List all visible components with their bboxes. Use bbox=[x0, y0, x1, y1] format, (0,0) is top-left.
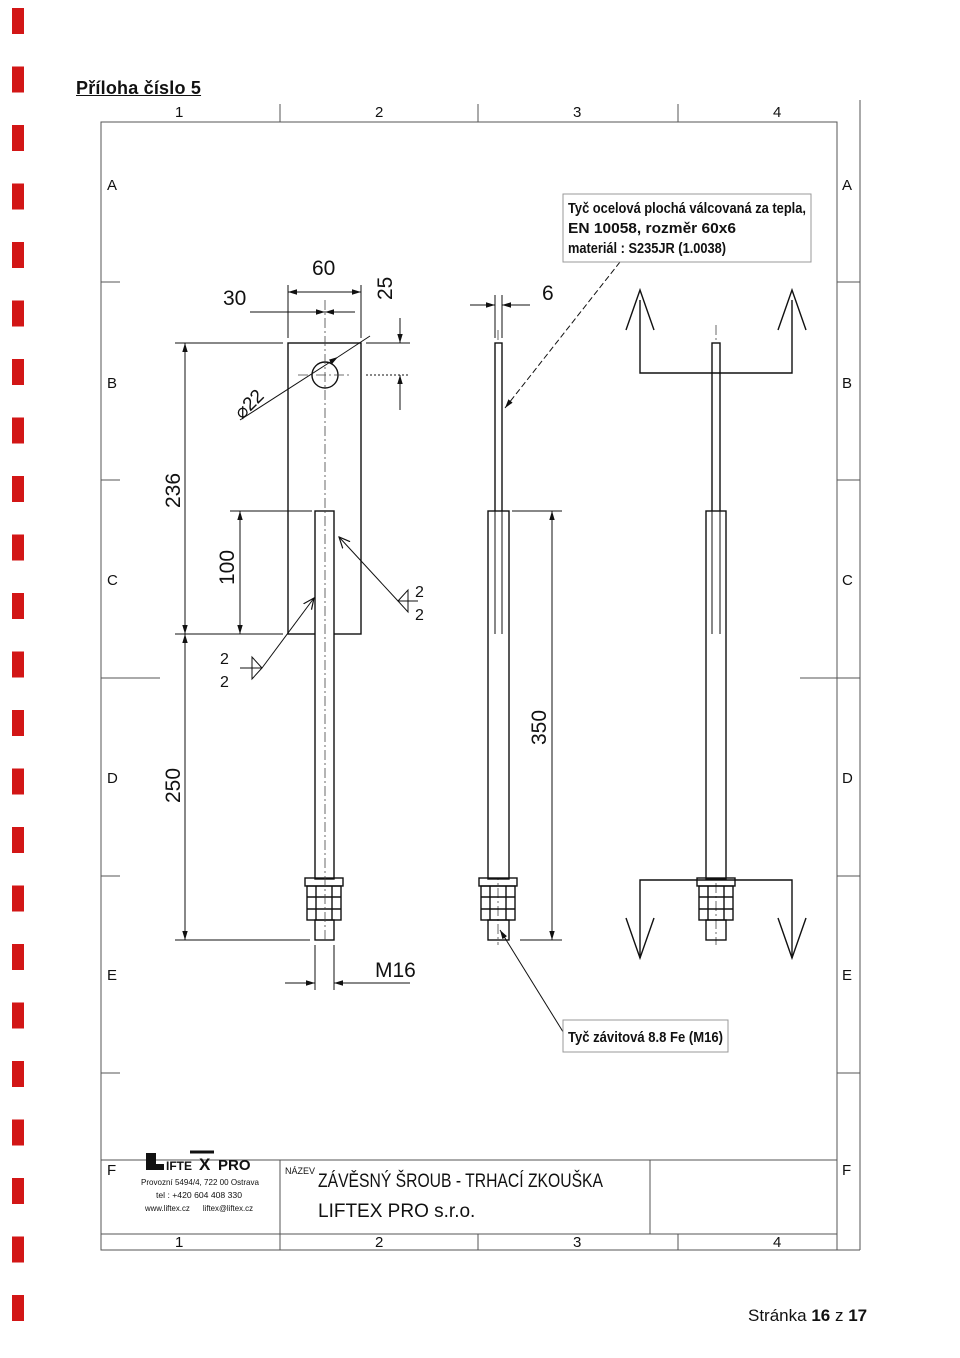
page-heading: Příloha číslo 5 bbox=[76, 78, 202, 98]
company-info bbox=[141, 1177, 259, 1213]
footer-prefix: Stránka bbox=[748, 1306, 807, 1325]
col-label-top: 2 bbox=[375, 104, 384, 121]
row-label-left: F bbox=[107, 1162, 117, 1179]
load-test-view bbox=[626, 290, 806, 958]
row-label-right: B bbox=[842, 375, 853, 392]
flat-bar-callout bbox=[563, 194, 811, 262]
dim-25: 25 bbox=[374, 276, 397, 300]
flat-bar-callout-line1: Tyč ocelová plochá válcovaná za tepla, bbox=[568, 201, 806, 217]
page-footer bbox=[748, 1306, 867, 1326]
dim-100: 100 bbox=[216, 549, 239, 585]
dim-350: 350 bbox=[528, 709, 551, 745]
front-view bbox=[288, 343, 361, 940]
row-label-left: C bbox=[107, 572, 118, 589]
row-label-left: D bbox=[107, 770, 118, 787]
dim-m16: M16 bbox=[375, 959, 416, 982]
zone-labels bbox=[107, 104, 853, 1251]
col-label-bottom: 4 bbox=[773, 1234, 782, 1251]
flat-bar-callout-line3: materiál : S235JR (1.0038) bbox=[568, 241, 727, 257]
side-view bbox=[479, 343, 517, 940]
row-label-right: D bbox=[842, 770, 853, 787]
col-label-bottom: 1 bbox=[175, 1234, 184, 1251]
company-web: www.liftex.cz liftex@liftex.cz bbox=[144, 1203, 253, 1213]
footer-separator: z bbox=[834, 1306, 844, 1325]
dim-236: 236 bbox=[162, 472, 185, 508]
threaded-rod-callout bbox=[563, 1020, 728, 1052]
row-label-left: A bbox=[107, 177, 118, 194]
name-label: NÁZEV bbox=[285, 1166, 316, 1176]
drawing-title: ZÁVĚSNÝ ŠROUB - TRHACÍ ZKOUŠKA bbox=[318, 1171, 663, 1192]
threaded-rod-callout-text: Tyč závitová 8.8 Fe (M16) bbox=[568, 1030, 724, 1046]
row-label-left: E bbox=[107, 967, 118, 984]
drawing-frame bbox=[101, 100, 860, 1250]
liftex-logo bbox=[146, 1152, 251, 1174]
weld2-size-bottom: 2 bbox=[220, 674, 229, 691]
dim-6: 6 bbox=[542, 282, 554, 305]
row-label-right: E bbox=[842, 967, 853, 984]
flat-bar-callout-line2: EN 10058, rozměr 60x6 bbox=[568, 221, 736, 237]
logo-lettering-x: X bbox=[199, 1155, 211, 1174]
logo-lettering-a: IFTE bbox=[166, 1159, 192, 1173]
footer-current-page: 16 bbox=[811, 1306, 831, 1325]
dim-250: 250 bbox=[162, 767, 185, 803]
dim-30: 30 bbox=[223, 287, 247, 310]
weld-size-bottom: 2 bbox=[415, 607, 424, 624]
logo-lettering-pro: PRO bbox=[218, 1157, 251, 1174]
dim-60: 60 bbox=[312, 257, 336, 280]
row-label-right: C bbox=[842, 572, 853, 589]
col-label-bottom: 3 bbox=[573, 1234, 582, 1251]
row-label-right: F bbox=[842, 1162, 852, 1179]
weld-size-top: 2 bbox=[415, 584, 424, 601]
col-label-top: 3 bbox=[573, 104, 582, 121]
footer-total-pages: 17 bbox=[848, 1306, 868, 1325]
row-label-left: B bbox=[107, 375, 118, 392]
company-phone: tel : +420 604 408 330 bbox=[156, 1190, 243, 1200]
dim-hole-diameter: ⌀22 bbox=[230, 385, 269, 424]
weld2-size-top: 2 bbox=[220, 651, 229, 668]
company-address: Provozní 5494/4, 722 00 Ostrava bbox=[141, 1177, 260, 1187]
col-label-top: 4 bbox=[773, 104, 782, 121]
row-label-right: A bbox=[842, 177, 853, 194]
col-label-top: 1 bbox=[175, 104, 184, 121]
col-label-bottom: 2 bbox=[375, 1234, 384, 1251]
drawing-company: LIFTEX PRO s.r.o. bbox=[318, 1201, 476, 1222]
